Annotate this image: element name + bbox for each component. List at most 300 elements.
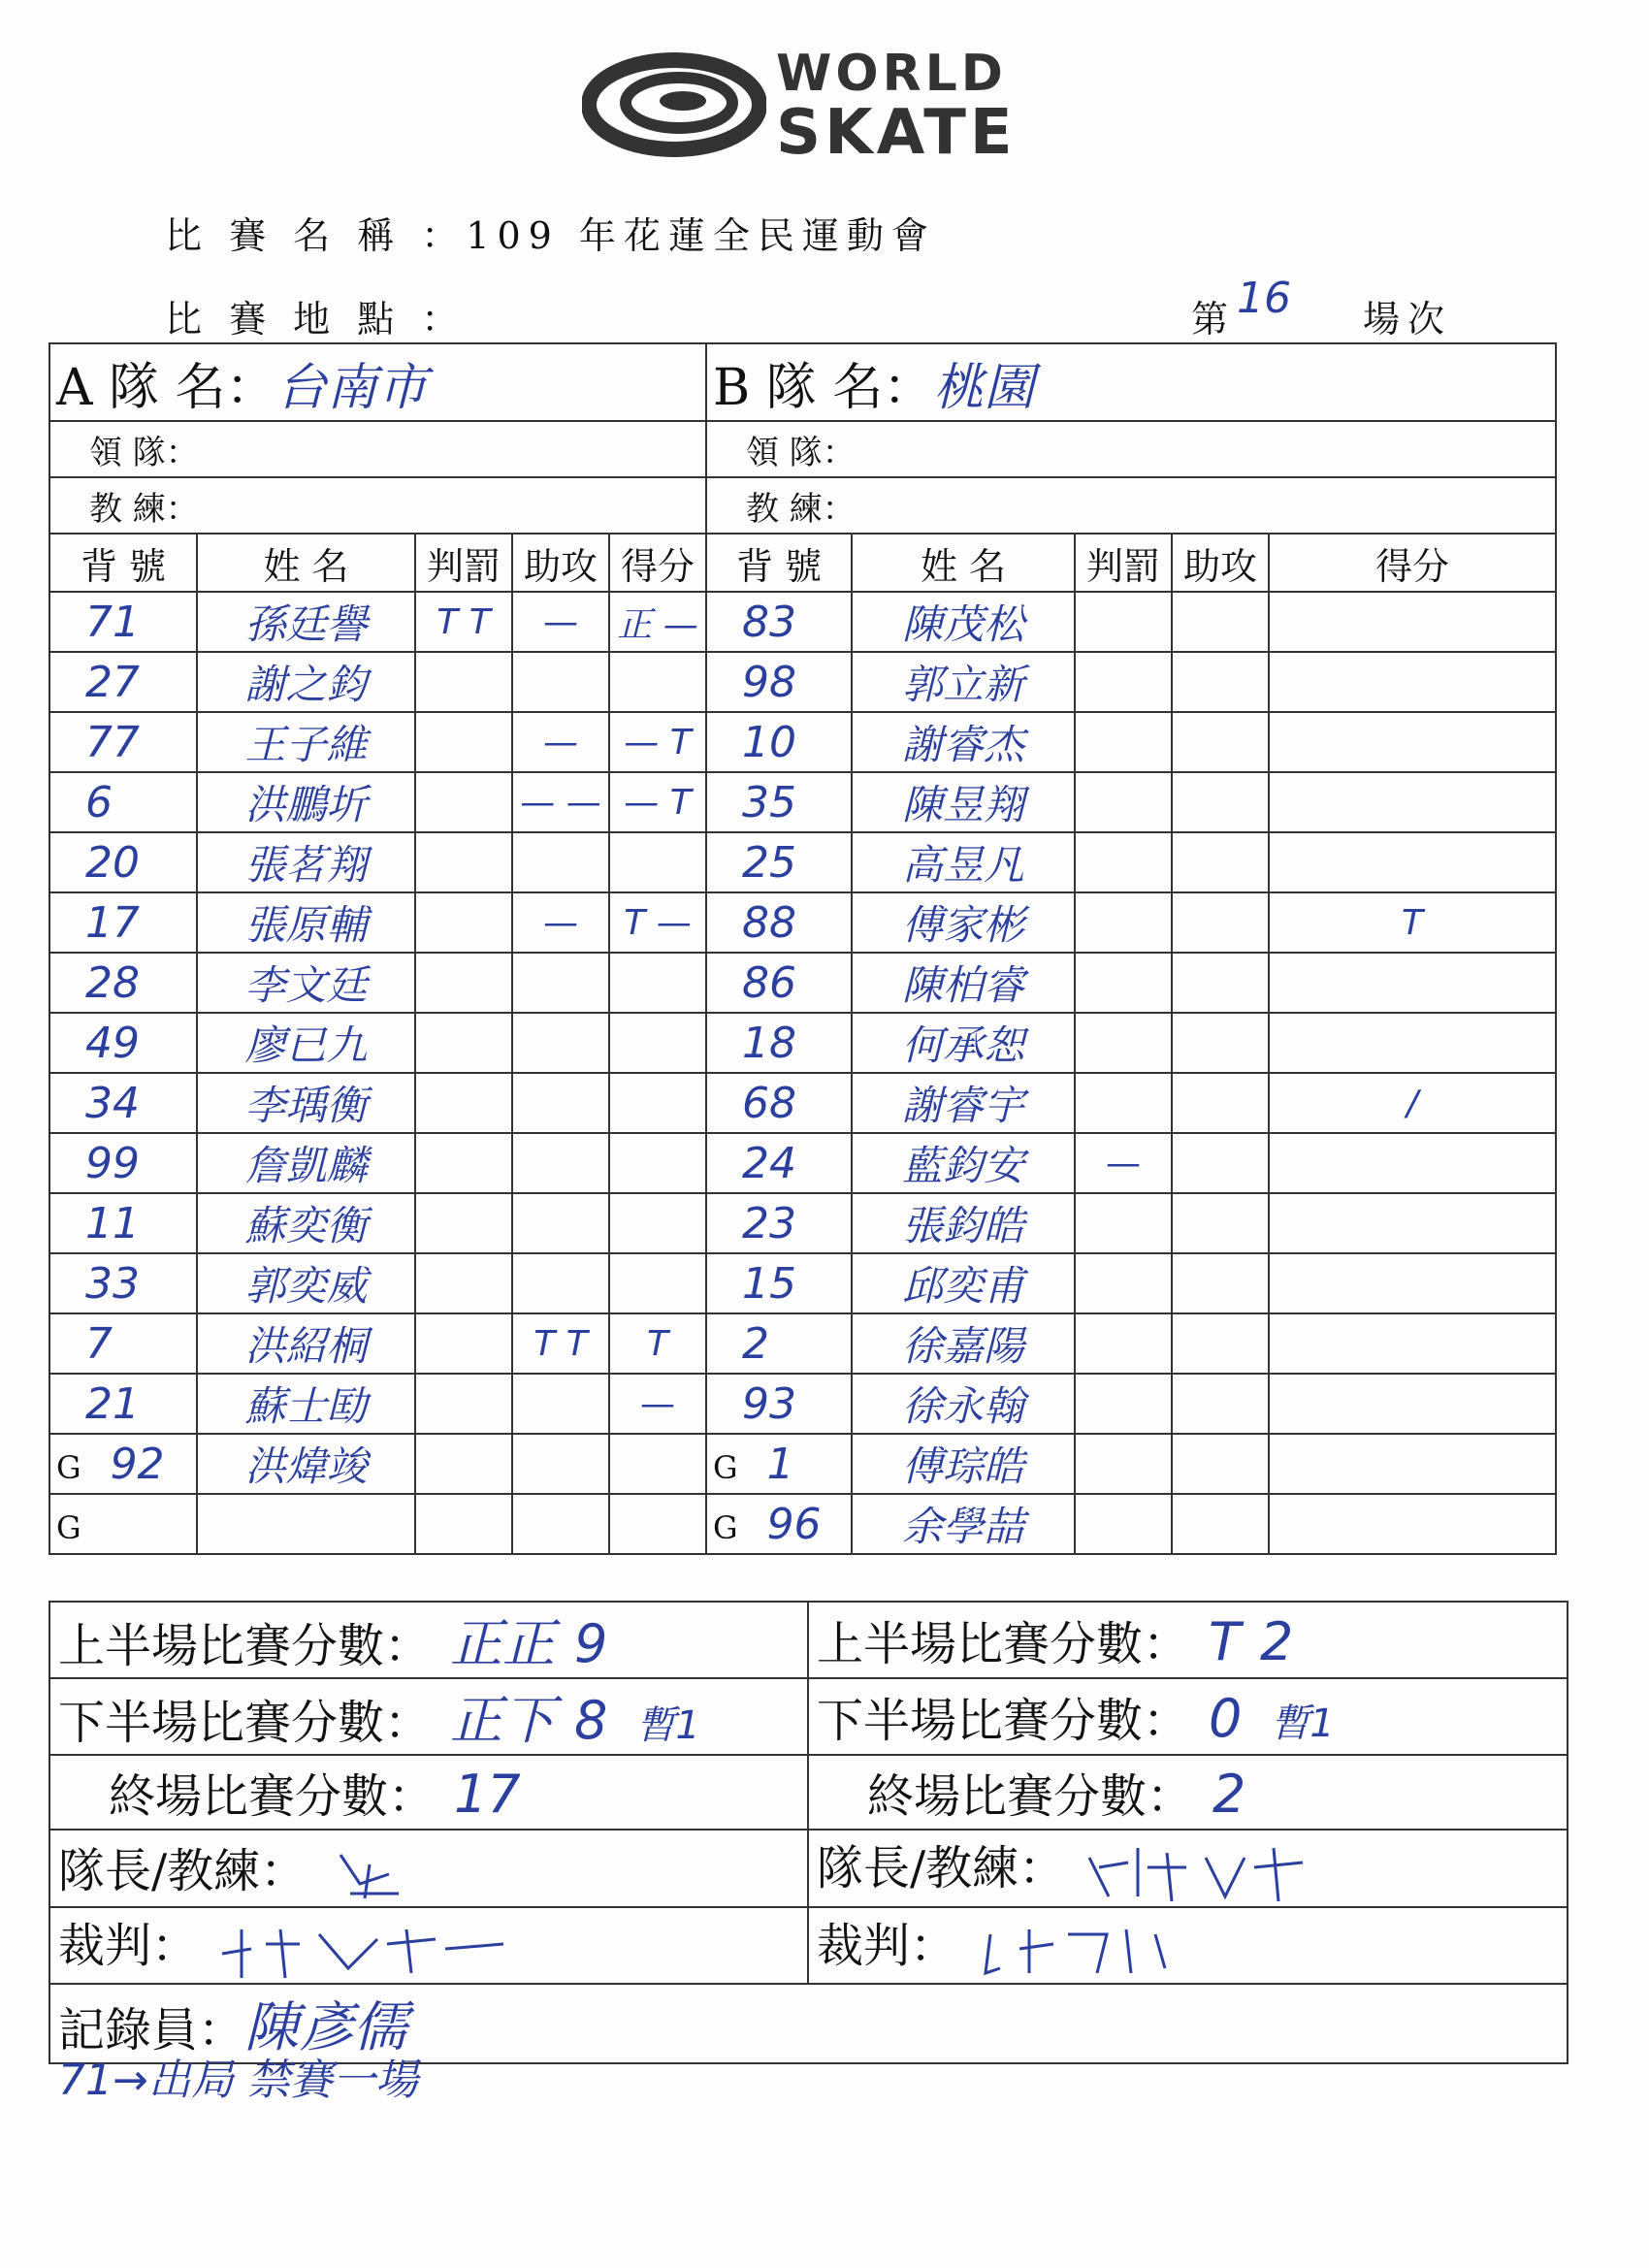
col-a-name: 姓 名 xyxy=(197,534,415,592)
team-b-player-number xyxy=(706,592,852,652)
team-b-penalty xyxy=(1075,832,1172,892)
team-b-first-half xyxy=(808,1602,1568,1678)
team-a-player-number xyxy=(49,772,197,832)
team-a-penalty xyxy=(415,712,512,772)
team-a-title: A 隊 名： xyxy=(56,358,276,417)
team-b-player-number-value: 25 xyxy=(742,837,796,888)
match-number: 16 xyxy=(1237,274,1291,323)
team-b-score xyxy=(1269,1374,1556,1434)
team-b-player-number-value: 35 xyxy=(742,777,796,827)
leader-row xyxy=(49,421,1556,477)
team-a-player-name xyxy=(197,1313,415,1374)
team-a-player-number xyxy=(49,1253,197,1313)
team-a-coach: 教 練： xyxy=(49,477,706,534)
player-row xyxy=(49,712,1556,772)
team-b-player-number xyxy=(706,1434,852,1494)
team-a-player-name-value: 王子維 xyxy=(244,721,368,768)
team-a-final xyxy=(49,1755,808,1830)
team-b-player-name-value: 高昱凡 xyxy=(901,841,1024,889)
team-a-player-number-value: 49 xyxy=(85,1018,140,1068)
col-a-score: 得分 xyxy=(609,534,706,592)
team-a-penalty xyxy=(415,1013,512,1073)
team-b-final xyxy=(808,1755,1568,1830)
final-label-a: 終場比賽分數： xyxy=(109,1769,436,1824)
team-a-first-half-score: 9 xyxy=(574,1613,608,1674)
first-half-label-b: 上半場比賽分數： xyxy=(817,1617,1190,1671)
team-a-assist xyxy=(512,652,609,712)
team-b-player-name-value: 傅家彬 xyxy=(901,901,1024,949)
goalkeeper-label: G xyxy=(56,1448,81,1486)
team-b-score xyxy=(1269,652,1556,712)
team-a-penalty-value: T T xyxy=(436,601,491,642)
team-a-player-number xyxy=(49,1374,197,1434)
team-a-score xyxy=(609,1434,706,1494)
team-b-player-number xyxy=(706,953,852,1013)
team-b-player-number-value: 68 xyxy=(742,1078,796,1128)
team-a-player-name xyxy=(197,892,415,953)
team-a-player-number xyxy=(49,1073,197,1133)
first-half-label-a: 上半場比賽分數： xyxy=(58,1619,432,1673)
team-name-row xyxy=(49,343,1556,421)
team-b-player-number-value: 18 xyxy=(742,1018,796,1068)
team-a-player-number xyxy=(49,953,197,1013)
score-table xyxy=(48,1601,1568,2064)
team-b-player-name xyxy=(852,1073,1075,1133)
team-a-player-number-value: 17 xyxy=(85,897,140,948)
team-b-player-name-value: 邱奕甫 xyxy=(901,1262,1024,1310)
team-b-assist xyxy=(1172,1313,1269,1374)
team-a-name: 台南市 xyxy=(275,358,428,417)
team-a-final-score: 17 xyxy=(454,1764,521,1825)
team-a-penalty xyxy=(415,1193,512,1253)
team-a-player-number-value: 20 xyxy=(85,837,140,888)
player-row xyxy=(49,772,1556,832)
team-a-second-half-tally: 正下 xyxy=(450,1690,556,1751)
team-a-player-number-value: 27 xyxy=(85,657,140,707)
team-a-score xyxy=(609,1253,706,1313)
team-b-player-name xyxy=(852,1494,1075,1554)
team-a-first-half-tally: 正正 xyxy=(450,1613,556,1674)
team-b-player-number-value: 96 xyxy=(766,1499,822,1549)
team-a-score xyxy=(609,592,706,652)
team-a-assist xyxy=(512,1253,609,1313)
team-b-score xyxy=(1269,1193,1556,1253)
team-a-timeout-note: 暫1 xyxy=(636,1703,700,1748)
player-row xyxy=(49,1494,1556,1554)
team-b-player-name xyxy=(852,712,1075,772)
team-b-player-name-value: 陳茂松 xyxy=(901,600,1024,648)
team-a-assist xyxy=(512,1374,609,1434)
team-b-player-number xyxy=(706,1253,852,1313)
team-b-penalty xyxy=(1075,592,1172,652)
team-b-player-name xyxy=(852,832,1075,892)
team-a-player-name-value: 詹凱麟 xyxy=(244,1142,368,1189)
team-b-score xyxy=(1269,1313,1556,1374)
team-b-score xyxy=(1269,772,1556,832)
team-a-player-name-value: 蘇士劻 xyxy=(244,1382,368,1430)
team-a-player-number xyxy=(49,1313,197,1374)
referee-row xyxy=(49,1907,1568,1985)
team-b-player-name-value: 余學喆 xyxy=(901,1503,1024,1550)
team-b-player-name xyxy=(852,592,1075,652)
goalkeeper-label: G xyxy=(56,1508,81,1546)
team-b-score xyxy=(1269,832,1556,892)
recorder-name: 陳彥儒 xyxy=(244,1996,408,2059)
team-b-player-number xyxy=(706,712,852,772)
team-b-player-number xyxy=(706,832,852,892)
team-b-player-name-value: 謝睿宇 xyxy=(901,1082,1024,1129)
col-a-number: 背 號 xyxy=(49,534,197,592)
team-a-assist-value: — xyxy=(543,601,578,642)
team-a-penalty xyxy=(415,892,512,953)
team-a-player-name xyxy=(197,832,415,892)
team-b-penalty xyxy=(1075,1193,1172,1253)
match-prefix: 第 xyxy=(1191,298,1237,340)
team-a-player-name-value: 廖已九 xyxy=(244,1021,368,1069)
team-b-assist xyxy=(1172,652,1269,712)
team-b-score xyxy=(1269,953,1556,1013)
team-a-player-name-value: 洪鵬圻 xyxy=(244,781,368,828)
event-name-line: 比 賽 名 稱 ：109 年花蓮全民運動會 xyxy=(165,214,936,257)
team-a-captain xyxy=(49,1830,808,1907)
team-b-player-name-value: 張鈞皓 xyxy=(901,1202,1024,1249)
team-b-penalty xyxy=(1075,1253,1172,1313)
team-b-captain-signature xyxy=(1080,1838,1332,1906)
team-b-player-name xyxy=(852,953,1075,1013)
team-b-player-name xyxy=(852,1133,1075,1193)
team-b-score-value: / xyxy=(1406,1083,1419,1123)
team-b-score xyxy=(1269,1434,1556,1494)
team-a-score-value: — T xyxy=(624,722,692,762)
player-row xyxy=(49,1073,1556,1133)
team-a-player-name-value: 張原輔 xyxy=(244,901,368,949)
team-a-assist xyxy=(512,592,609,652)
team-b-penalty xyxy=(1075,1374,1172,1434)
team-a-player-number-value: 7 xyxy=(85,1318,113,1369)
team-b-player-name-value: 藍鈞安 xyxy=(901,1142,1024,1189)
team-b-first-half-tally: T xyxy=(1209,1611,1242,1672)
team-b-name-cell xyxy=(706,343,1556,421)
team-b-first-half-score: 2 xyxy=(1260,1611,1294,1672)
team-b-score xyxy=(1269,592,1556,652)
team-b-final-score: 2 xyxy=(1212,1764,1246,1825)
team-a-player-name xyxy=(197,1253,415,1313)
team-b-player-number-value: 93 xyxy=(742,1378,796,1429)
team-a-score-value: — T xyxy=(624,782,692,823)
team-a-penalty xyxy=(415,953,512,1013)
team-b-assist xyxy=(1172,1434,1269,1494)
team-b-assist xyxy=(1172,592,1269,652)
col-a-penalty: 判罰 xyxy=(415,534,512,592)
team-b-player-number-value: 86 xyxy=(742,957,796,1008)
team-a-player-name xyxy=(197,712,415,772)
captain-row xyxy=(49,1830,1568,1907)
team-b-player-number xyxy=(706,772,852,832)
team-b-penalty xyxy=(1075,652,1172,712)
team-a-score xyxy=(609,652,706,712)
team-b-name: 桃園 xyxy=(933,358,1035,417)
team-a-player-name xyxy=(197,953,415,1013)
team-b-player-number-value: 15 xyxy=(742,1258,796,1309)
team-a-player-number-value: 34 xyxy=(85,1078,140,1128)
referee-signature-b xyxy=(971,1915,1194,1983)
team-b-assist xyxy=(1172,712,1269,772)
recorder-label: 記錄員： xyxy=(58,2003,245,2057)
final-score-row xyxy=(49,1755,1568,1830)
team-a-player-name-value: 張茗翔 xyxy=(244,841,368,889)
team-b-assist xyxy=(1172,953,1269,1013)
team-a-player-number-value: 92 xyxy=(110,1439,165,1489)
team-a-score xyxy=(609,892,706,953)
team-b-leader: 領 隊： xyxy=(706,421,1556,477)
team-b-score xyxy=(1269,892,1556,953)
team-a-player-name xyxy=(197,1193,415,1253)
team-a-score-value: T xyxy=(647,1323,668,1364)
team-a-player-name xyxy=(197,1013,415,1073)
team-b-player-number-value: 10 xyxy=(742,717,796,767)
team-b-assist xyxy=(1172,892,1269,953)
team-b-penalty xyxy=(1075,953,1172,1013)
team-a-player-number xyxy=(49,712,197,772)
team-a-assist xyxy=(512,772,609,832)
player-row xyxy=(49,953,1556,1013)
team-a-player-number-value: 33 xyxy=(85,1258,140,1309)
roster-table xyxy=(48,342,1557,1555)
team-b-player-number-value: 83 xyxy=(742,597,796,647)
team-a-penalty xyxy=(415,1494,512,1554)
team-b-assist xyxy=(1172,1193,1269,1253)
team-a-score xyxy=(609,1193,706,1253)
team-a-score xyxy=(609,1013,706,1073)
team-b-player-name-value: 傅琮皓 xyxy=(901,1442,1024,1490)
col-b-number: 背 號 xyxy=(706,534,852,592)
team-a-first-half xyxy=(49,1602,808,1678)
team-a-assist-value: T T xyxy=(534,1323,588,1364)
referee-signature-a xyxy=(212,1915,533,1983)
team-b-referee xyxy=(808,1907,1568,1985)
match-suffix: 場次 xyxy=(1363,298,1453,340)
team-a-assist xyxy=(512,1313,609,1374)
team-a-second-half-score: 8 xyxy=(574,1690,608,1751)
col-b-score: 得分 xyxy=(1269,534,1556,592)
team-a-player-name-value: 李瑀衡 xyxy=(244,1082,368,1129)
team-b-player-number-value: 88 xyxy=(742,897,796,948)
team-a-player-name xyxy=(197,592,415,652)
team-a-assist xyxy=(512,1073,609,1133)
team-a-player-number xyxy=(49,652,197,712)
team-b-player-name xyxy=(852,1253,1075,1313)
goalkeeper-label: G xyxy=(713,1508,738,1546)
team-a-player-number xyxy=(49,1434,197,1494)
world-skate-logo xyxy=(582,39,1086,169)
team-b-player-number xyxy=(706,1013,852,1073)
team-b-player-name xyxy=(852,1313,1075,1374)
team-a-score xyxy=(609,712,706,772)
team-b-captain xyxy=(808,1830,1568,1907)
team-b-player-number-value: 24 xyxy=(742,1138,796,1188)
team-a-penalty xyxy=(415,772,512,832)
team-a-captain-signature xyxy=(321,1845,408,1903)
player-row xyxy=(49,592,1556,652)
referee-label-a: 裁判： xyxy=(58,1918,199,1973)
team-b-player-name xyxy=(852,892,1075,953)
team-a-score xyxy=(609,1133,706,1193)
team-b-score-value: T xyxy=(1402,902,1424,943)
team-b-score xyxy=(1269,712,1556,772)
team-a-score xyxy=(609,953,706,1013)
team-b-second-half-score: 0 xyxy=(1209,1688,1243,1749)
team-a-penalty xyxy=(415,1313,512,1374)
team-a-assist xyxy=(512,832,609,892)
team-a-player-number xyxy=(49,832,197,892)
team-a-player-name xyxy=(197,772,415,832)
team-b-coach: 教 練： xyxy=(706,477,1556,534)
team-a-score xyxy=(609,1313,706,1374)
player-row xyxy=(49,892,1556,953)
team-a-assist xyxy=(512,892,609,953)
team-a-score-value: T — xyxy=(624,902,692,943)
player-row xyxy=(49,1434,1556,1494)
team-a-player-name-value: 蘇奕衡 xyxy=(244,1202,368,1249)
team-a-assist xyxy=(512,1434,609,1494)
team-b-player-name-value: 徐永翰 xyxy=(901,1382,1024,1430)
first-half-row xyxy=(49,1602,1568,1678)
player-row xyxy=(49,1313,1556,1374)
team-a-assist xyxy=(512,953,609,1013)
team-a-player-number xyxy=(49,592,197,652)
team-a-penalty xyxy=(415,1133,512,1193)
team-b-timeout-note: 暫1 xyxy=(1271,1701,1335,1746)
team-a-player-number-value: 6 xyxy=(85,777,113,827)
team-a-penalty xyxy=(415,1434,512,1494)
team-a-player-name-value: 孫廷譽 xyxy=(244,600,368,648)
team-b-player-number xyxy=(706,1133,852,1193)
team-a-assist xyxy=(512,712,609,772)
team-b-player-number xyxy=(706,892,852,953)
world-skate-swirl-icon xyxy=(582,39,766,165)
team-a-player-number-value: 28 xyxy=(85,957,140,1008)
team-a-penalty xyxy=(415,832,512,892)
captain-label-a: 隊長/教練： xyxy=(58,1843,307,1898)
team-b-assist xyxy=(1172,1013,1269,1073)
player-row xyxy=(49,1133,1556,1193)
goalkeeper-label: G xyxy=(713,1448,738,1486)
team-b-penalty xyxy=(1075,1494,1172,1554)
team-b-penalty xyxy=(1075,1313,1172,1374)
team-a-score xyxy=(609,1374,706,1434)
team-a-player-name-value: 郭奕威 xyxy=(244,1262,368,1310)
coach-row xyxy=(49,477,1556,534)
team-b-player-number-value: 23 xyxy=(742,1198,796,1248)
col-b-assist: 助攻 xyxy=(1172,534,1269,592)
team-b-player-number xyxy=(706,1313,852,1374)
player-row xyxy=(49,1013,1556,1073)
logo-word-skate: SKATE xyxy=(776,97,1017,169)
team-b-player-name xyxy=(852,1193,1075,1253)
col-b-name: 姓 名 xyxy=(852,534,1075,592)
team-a-penalty xyxy=(415,652,512,712)
player-row xyxy=(49,1193,1556,1253)
team-a-player-number-value: 77 xyxy=(85,717,140,767)
team-a-assist-value: — — xyxy=(520,782,601,823)
captain-label-b: 隊長/教練： xyxy=(817,1841,1066,1895)
team-a-player-number xyxy=(49,1494,197,1554)
col-b-penalty: 判罰 xyxy=(1075,534,1172,592)
team-b-player-name-value: 陳昱翔 xyxy=(901,781,1024,828)
team-b-score xyxy=(1269,1013,1556,1073)
team-b-player-name xyxy=(852,1013,1075,1073)
team-b-assist xyxy=(1172,1494,1269,1554)
team-a-penalty xyxy=(415,592,512,652)
team-a-player-number-value: 21 xyxy=(85,1378,140,1429)
team-a-score xyxy=(609,772,706,832)
team-b-player-name xyxy=(852,1434,1075,1494)
team-b-second-half xyxy=(808,1678,1568,1755)
footnote-ejection: 71→出局 禁賽一場 xyxy=(58,2056,418,2105)
team-a-player-name-value: 李文廷 xyxy=(244,961,368,1009)
team-a-player-number xyxy=(49,1193,197,1253)
team-b-assist xyxy=(1172,1253,1269,1313)
team-b-player-number-value: 1 xyxy=(766,1439,794,1489)
team-b-player-name xyxy=(852,652,1075,712)
team-a-score xyxy=(609,1073,706,1133)
team-b-player-number-value: 2 xyxy=(742,1318,769,1369)
referee-label-b: 裁判： xyxy=(817,1918,957,1973)
team-a-assist xyxy=(512,1013,609,1073)
team-b-assist xyxy=(1172,832,1269,892)
team-b-player-number xyxy=(706,1193,852,1253)
team-a-assist xyxy=(512,1494,609,1554)
team-a-score xyxy=(609,1494,706,1554)
team-a-player-number-value: 71 xyxy=(85,597,140,647)
logo-word-world: WORLD xyxy=(776,45,1007,103)
team-b-penalty xyxy=(1075,712,1172,772)
player-row xyxy=(49,1253,1556,1313)
team-a-player-name-value: 洪煒竣 xyxy=(244,1442,368,1490)
team-a-score-value: 正 — xyxy=(617,604,698,645)
player-row xyxy=(49,652,1556,712)
team-b-player-name xyxy=(852,772,1075,832)
team-b-player-name-value: 謝睿杰 xyxy=(901,721,1024,768)
second-half-label-b: 下半場比賽分數： xyxy=(817,1694,1190,1748)
team-b-player-number xyxy=(706,1494,852,1554)
team-b-score xyxy=(1269,1073,1556,1133)
team-b-player-number xyxy=(706,1073,852,1133)
team-b-penalty xyxy=(1075,892,1172,953)
second-half-label-a: 下半場比賽分數： xyxy=(58,1696,432,1750)
team-b-assist xyxy=(1172,1374,1269,1434)
team-a-penalty xyxy=(415,1374,512,1434)
team-a-penalty xyxy=(415,1253,512,1313)
team-a-player-number-value: 11 xyxy=(85,1198,140,1248)
team-a-score xyxy=(609,832,706,892)
team-a-player-name xyxy=(197,1374,415,1434)
team-b-penalty xyxy=(1075,1073,1172,1133)
team-b-assist xyxy=(1172,1133,1269,1193)
team-b-penalty xyxy=(1075,1434,1172,1494)
team-a-player-number xyxy=(49,1133,197,1193)
team-b-player-name-value: 陳柏睿 xyxy=(901,961,1024,1009)
team-b-assist xyxy=(1172,1073,1269,1133)
team-b-penalty xyxy=(1075,772,1172,832)
team-b-penalty xyxy=(1075,1013,1172,1073)
team-b-player-name-value: 何承恕 xyxy=(901,1021,1024,1069)
player-row xyxy=(49,1374,1556,1434)
team-b-player-name-value: 徐嘉陽 xyxy=(901,1322,1024,1370)
team-b-title: B 隊 名： xyxy=(713,358,934,417)
team-b-player-number-value: 98 xyxy=(742,657,796,707)
team-a-second-half xyxy=(49,1678,808,1755)
